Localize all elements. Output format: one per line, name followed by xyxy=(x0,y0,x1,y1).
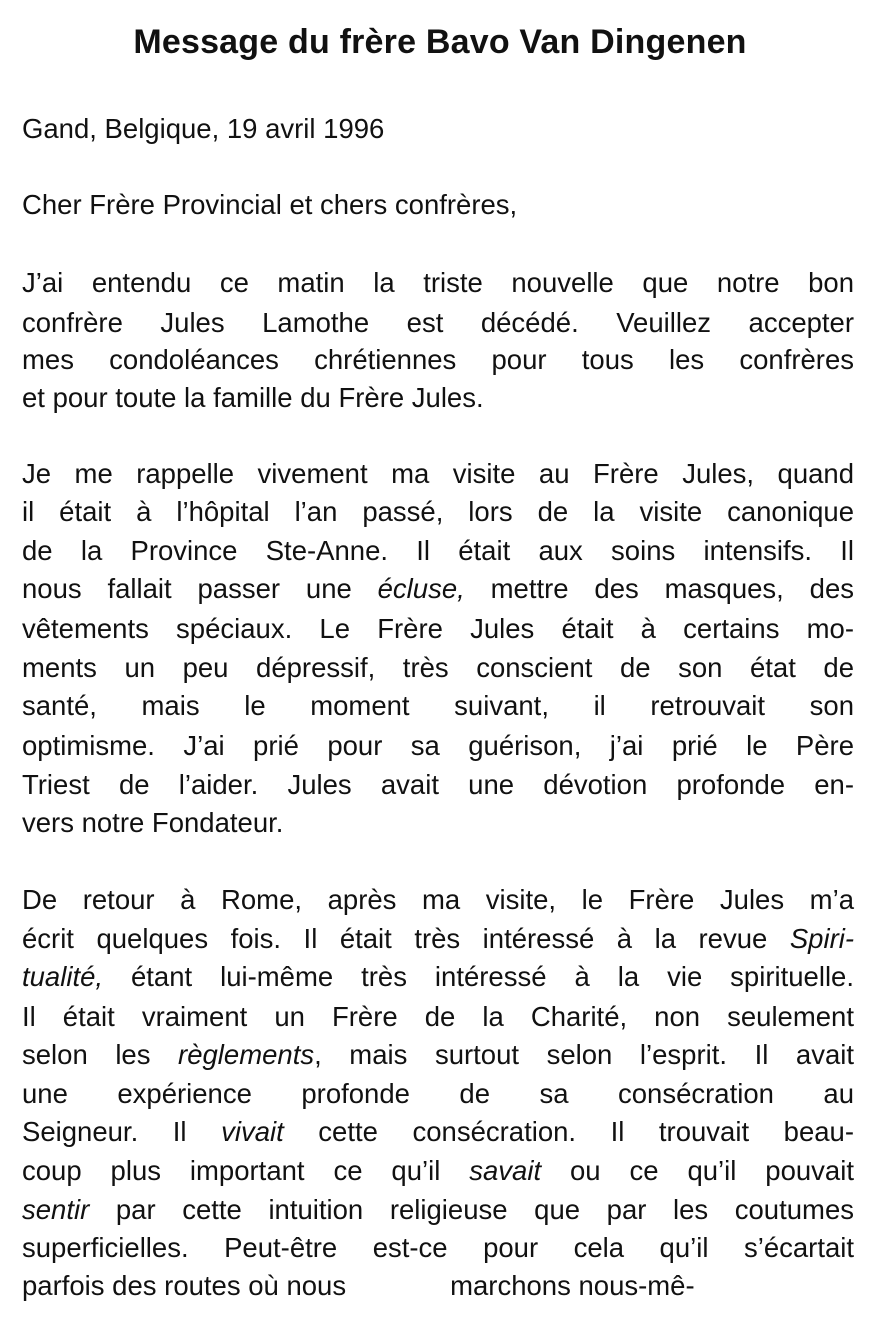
text-line: il était à l’hôpital l’an passé, lors de la visite canonique xyxy=(22,496,854,527)
text-line: santé, mais le moment suivant, il retrouvait son xyxy=(22,690,854,721)
text-line: mes condoléances chrétiennes pour tous les confrères xyxy=(22,344,854,375)
italic-term: savait xyxy=(469,1155,542,1186)
text-line: J’ai entendu ce matin la triste nouvelle que notre bon xyxy=(22,267,854,298)
text-line: superficielles. Peut-être est-ce pour cela qu’il s’écartait xyxy=(22,1232,854,1263)
text-run: cette consécration. Il trouvait beau- xyxy=(283,1116,854,1147)
text-line: vers notre Fondateur. xyxy=(22,807,284,838)
text-line: optimisme. J’ai prié pour sa guérison, j’ai prié le Père xyxy=(22,730,854,761)
text-line: une expérience profonde de sa consécration au xyxy=(22,1078,854,1109)
text-line xyxy=(22,959,854,995)
text-line: confrère Jules Lamothe est décédé. Veuillez accepter xyxy=(22,307,854,338)
text-line: Je me rappelle vivement ma visite au Frère Jules, quand xyxy=(22,458,854,489)
italic-term: Spiri- xyxy=(789,923,854,954)
page-title: Message du frère Bavo Van Dingenen xyxy=(133,23,747,61)
italic-term: règlements xyxy=(178,1039,315,1070)
salutation: Cher Frère Provincial et chers confrères, xyxy=(22,189,518,220)
italic-term: sentir xyxy=(22,1194,90,1225)
place-date: Gand, Belgique, 19 avril 1996 xyxy=(22,113,385,144)
text-line: De retour à Rome, après ma visite, le Frère Jules m’a xyxy=(22,884,854,915)
text-run: parfois des routes où nous xyxy=(22,1270,347,1301)
text-line: Il était vraiment un Frère de la Charité, non seulement xyxy=(22,1001,854,1032)
text-line xyxy=(22,1114,854,1150)
italic-term: vivait xyxy=(221,1116,284,1147)
text-run: écrit quelques fois. Il était très intéressé à la revue xyxy=(22,923,790,954)
text-run: selon les xyxy=(22,1039,179,1070)
text-run: mettre des masques, des xyxy=(464,573,854,604)
italic-term: tualité, xyxy=(22,961,104,992)
text-run: par cette intuition religieuse que par les coutumes xyxy=(89,1194,854,1225)
text-line xyxy=(22,1037,854,1073)
italic-term: écluse, xyxy=(377,573,465,604)
text-line: Triest de l’aider. Jules avait une dévotion profonde en- xyxy=(22,769,854,800)
text-line: vêtements spéciaux. Le Frère Jules était à certains mo- xyxy=(22,613,854,644)
text-line xyxy=(22,1268,854,1304)
text-line xyxy=(22,1153,854,1189)
text-line: ments un peu dépressif, très conscient de son état de xyxy=(22,652,854,683)
text-line xyxy=(22,921,854,957)
text-run: marchons nous-mê- xyxy=(450,1270,695,1301)
text-run: , mais surtout selon l’esprit. Il avait xyxy=(314,1039,854,1070)
text-line xyxy=(22,1192,854,1228)
text-run: ou ce qu’il pouvait xyxy=(541,1155,854,1186)
text-line: de la Province Ste-Anne. Il était aux soins intensifs. Il xyxy=(22,535,854,566)
text-line: et pour toute la famille du Frère Jules. xyxy=(22,382,484,413)
text-run: étant lui-même très intéressé à la vie spirituelle. xyxy=(103,961,854,992)
text-run: Seigneur. Il xyxy=(22,1116,222,1147)
text-line xyxy=(22,571,854,607)
text-run: coup plus important ce qu’il xyxy=(22,1155,470,1186)
text-run: nous fallait passer une xyxy=(22,573,378,604)
